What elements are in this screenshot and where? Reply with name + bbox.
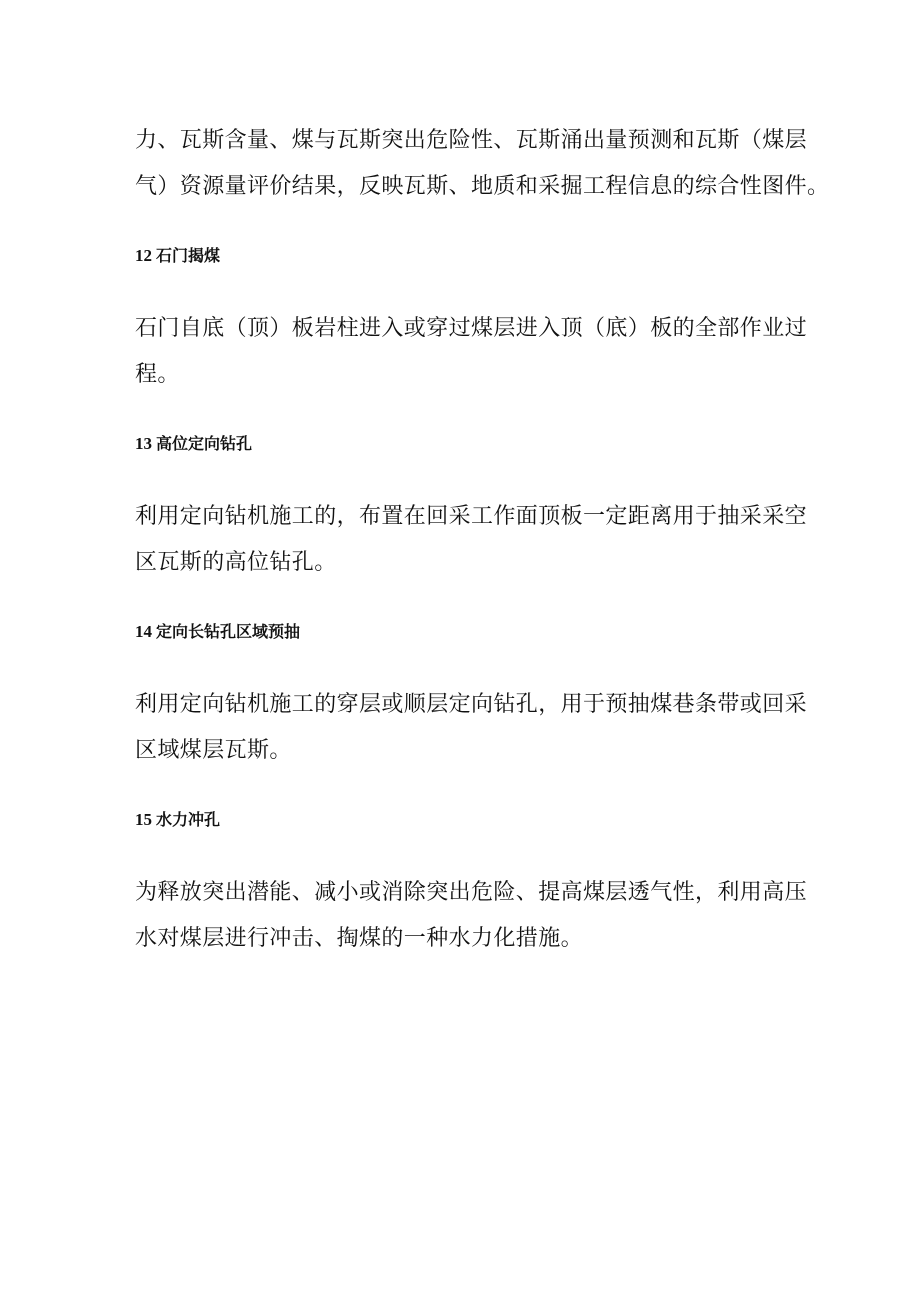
paragraph-gas-map-definition <box>135 118 830 210</box>
paragraph-line: 利用定向钻机施工的穿层或顺层定向钻孔，用于预抽煤巷条带或回采 <box>135 692 808 717</box>
term-heading-14 <box>135 620 795 644</box>
paragraph-line: 利用定向钻机施工的，布置在回采工作面顶板一定距离用于抽采采空 <box>135 504 808 529</box>
paragraph-line: 气）资源量评价结果，反映瓦斯、地质和采掘工程信息的综合性图件。 <box>135 174 830 199</box>
paragraph-line: 区瓦斯的高位钻孔。 <box>135 550 337 575</box>
paragraph-line: 石门自底（顶）板岩柱进入或穿过煤层进入顶（底）板的全部作业过 <box>135 316 808 341</box>
term-heading-15 <box>135 808 795 832</box>
paragraph-term-15-definition <box>135 870 808 962</box>
term-number: 14 <box>135 622 152 641</box>
paragraph-line: 水对煤层进行冲击、掏煤的一种水力化措施。 <box>135 926 584 951</box>
paragraph-term-14-definition <box>135 682 808 774</box>
term-title: 定向长钻孔区域预抽 <box>156 622 301 641</box>
paragraph-line: 为释放突出潜能、减小或消除突出危险、提高煤层透气性，利用高压 <box>135 880 808 905</box>
document-content <box>135 118 830 962</box>
term-title: 高位定向钻孔 <box>156 434 253 453</box>
paragraph-line: 力、瓦斯含量、煤与瓦斯突出危险性、瓦斯涌出量预测和瓦斯（煤层 <box>135 128 808 153</box>
paragraph-term-13-definition <box>135 494 808 586</box>
term-number: 12 <box>135 246 152 265</box>
term-title: 石门揭煤 <box>156 246 221 265</box>
paragraph-term-12-definition <box>135 306 808 398</box>
term-heading-12 <box>135 244 795 268</box>
term-number: 15 <box>135 810 152 829</box>
term-title: 水力冲孔 <box>156 810 221 829</box>
paragraph-line: 程。 <box>135 362 180 387</box>
paragraph-line: 区域煤层瓦斯。 <box>135 738 292 763</box>
term-heading-13 <box>135 432 795 456</box>
term-number: 13 <box>135 434 152 453</box>
